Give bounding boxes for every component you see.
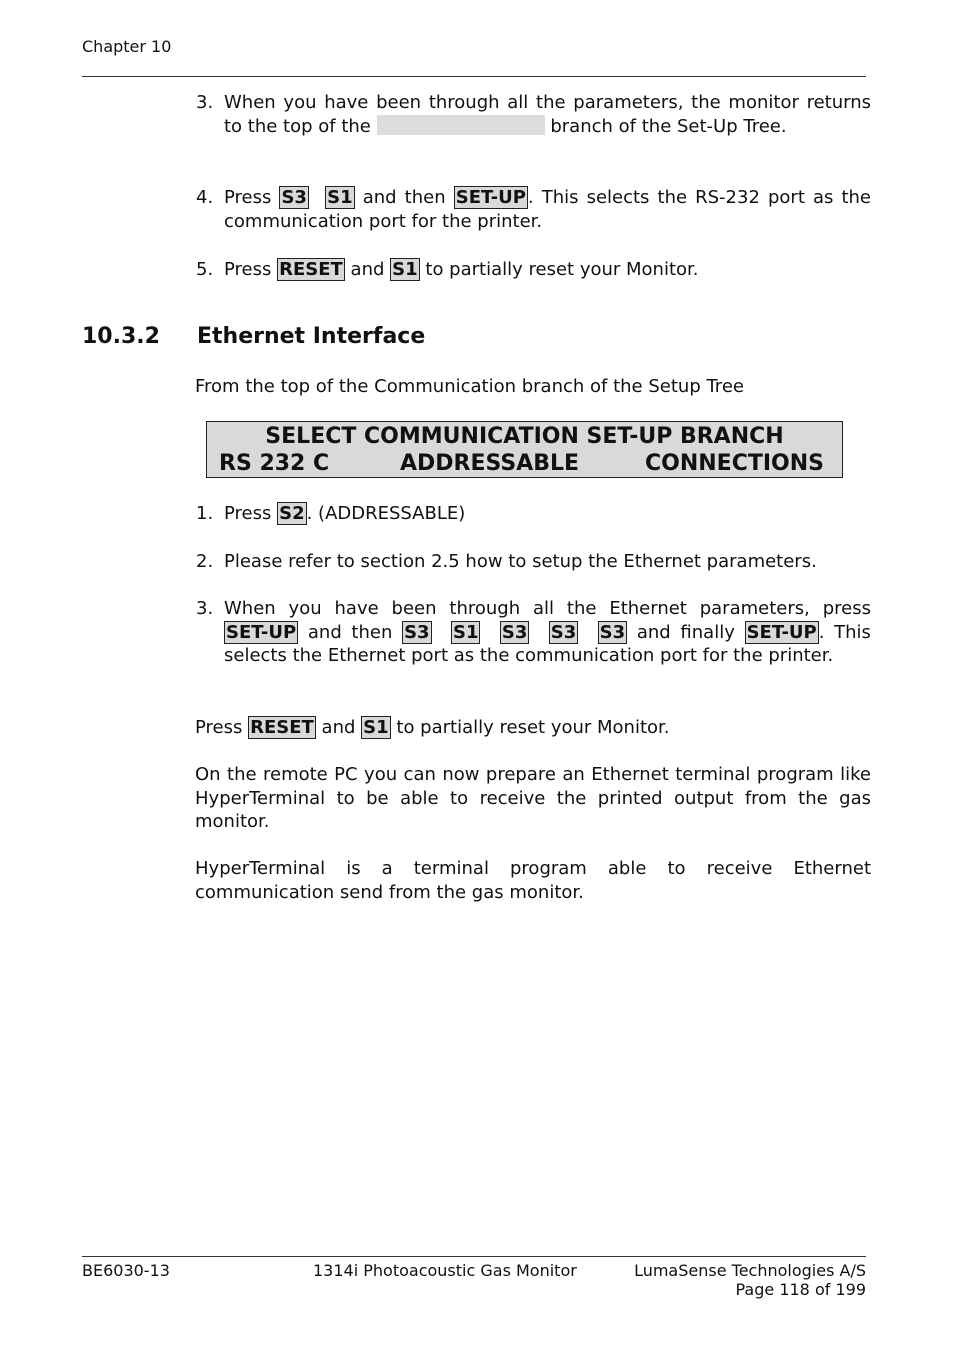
key-s3: S3 xyxy=(404,621,430,643)
display-choice-rs232: RS 232 C xyxy=(219,451,330,476)
footer-rule xyxy=(82,1256,866,1257)
item-text: and finally xyxy=(636,621,735,643)
list-item-reset xyxy=(224,258,871,282)
header-rule xyxy=(82,76,866,77)
item-number: 5. xyxy=(196,259,214,280)
item-text: Press xyxy=(224,503,272,524)
intro-paragraph: From the top of the Communication branch of the Setup Tree xyxy=(195,376,744,397)
section-number: 10.3.2 xyxy=(82,324,160,349)
display-line-1: SELECT COMMUNICATION SET-UP BRANCH xyxy=(265,424,784,449)
key-s3: S3 xyxy=(599,621,626,643)
hyperterminal-paragraph: HyperTerminal is a terminal program able to receive Ethernet communication send from the gas monitor. xyxy=(195,858,871,903)
item-text: . This selects the RS-232 port as the communication port for the printer. xyxy=(224,187,871,232)
key-setup: SET-UP xyxy=(746,621,817,643)
display-choice-connections: CONNECTIONS xyxy=(645,451,824,476)
item-text: branch of the Set-Up Tree. xyxy=(550,115,787,137)
reset-paragraph xyxy=(195,716,871,740)
item-number: 2. xyxy=(196,551,214,572)
list-item-returns-top xyxy=(224,91,871,138)
key-setup: SET-UP xyxy=(455,187,526,208)
item-text: When you have been through all the Ethernet parameters, press xyxy=(224,598,871,619)
para-text: and xyxy=(321,717,356,738)
list-item-press-s2 xyxy=(224,502,871,526)
key-s3: S3 xyxy=(281,187,307,208)
item-text: Press xyxy=(224,259,272,280)
list-item-key-sequence xyxy=(224,597,871,668)
footer-company: LumaSense Technologies A/S xyxy=(634,1261,866,1280)
remote-pc-paragraph: On the remote PC you can now prepare an Ethernet terminal program like HyperTerminal to be able to receive the printed output from the gas monitor. xyxy=(195,764,871,832)
item-text: Press xyxy=(224,187,272,208)
para-text: Press xyxy=(195,717,243,738)
key-s3: S3 xyxy=(550,621,577,643)
key-s3: S3 xyxy=(501,621,528,643)
display-panel xyxy=(206,421,843,478)
item-text: to partially reset your Monitor. xyxy=(425,259,699,280)
blank-branch-field xyxy=(377,115,545,135)
footer-page-number: Page 118 of 199 xyxy=(735,1280,866,1299)
key-s1: S1 xyxy=(327,187,353,208)
item-text: When you have been through all the parameters, the monitor returns to the top of the xyxy=(224,92,871,137)
key-reset: RESET xyxy=(250,717,314,738)
item-text: . (ADDRESSABLE) xyxy=(306,503,466,524)
footer-doc-id: BE6030-13 xyxy=(82,1261,170,1280)
key-s1: S1 xyxy=(452,621,479,643)
display-choice-addressable: ADDRESSABLE xyxy=(400,451,580,476)
item-text: . This selects the Ethernet port as the communication port for the printer. xyxy=(224,621,871,666)
section-title: Ethernet Interface xyxy=(197,324,426,349)
item-text: and then xyxy=(362,187,446,208)
item-text: and xyxy=(350,259,385,280)
item-number: 3. xyxy=(196,92,214,113)
list-item-select-rs232 xyxy=(224,186,871,233)
key-reset: RESET xyxy=(279,259,343,280)
list-item-refer-section: Please refer to section 2.5 how to setup the Ethernet parameters. xyxy=(224,551,817,572)
para-text: to partially reset your Monitor. xyxy=(396,717,670,738)
item-number: 1. xyxy=(196,503,214,524)
key-setup: SET-UP xyxy=(226,621,297,643)
item-number: 4. xyxy=(196,187,214,208)
footer-product: 1314i Photoacoustic Gas Monitor xyxy=(313,1261,577,1280)
key-s2: S2 xyxy=(279,503,305,524)
key-s1: S1 xyxy=(363,717,389,738)
chapter-header: Chapter 10 xyxy=(82,37,172,56)
item-text: and then xyxy=(307,621,393,643)
item-number: 3. xyxy=(196,598,214,619)
key-s1: S1 xyxy=(392,259,418,280)
